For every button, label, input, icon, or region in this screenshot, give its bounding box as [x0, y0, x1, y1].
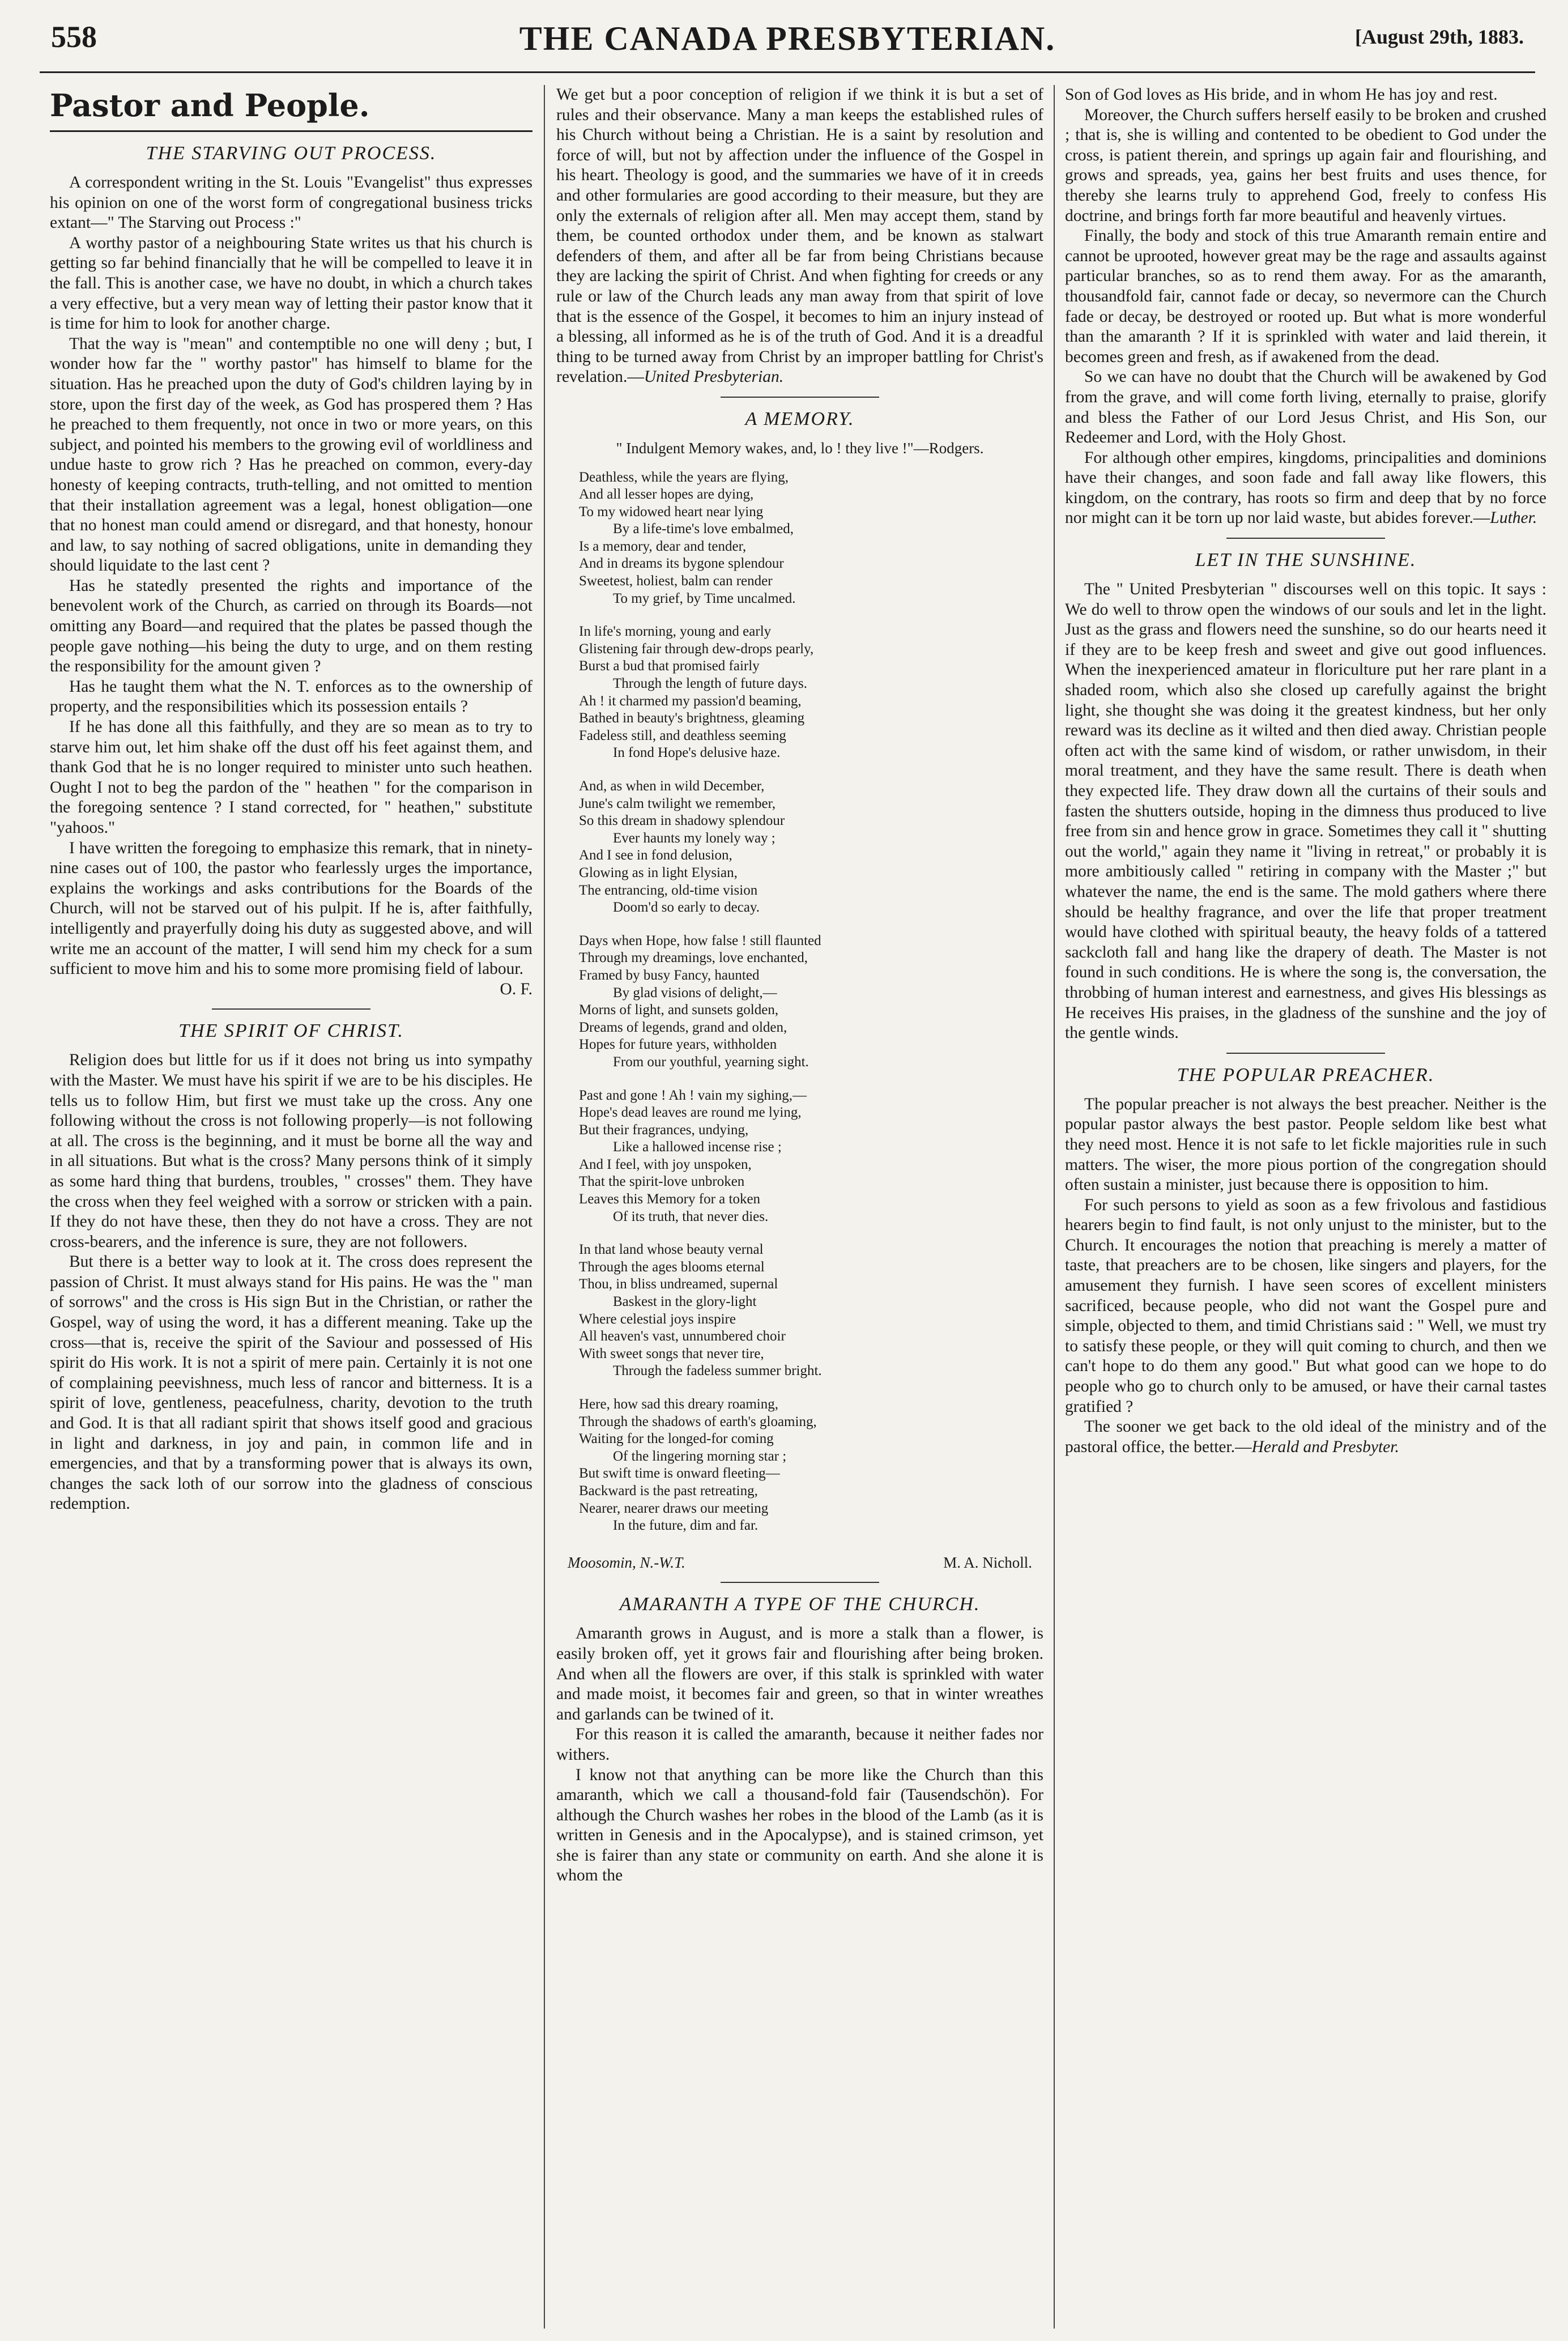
poem-stanza — [579, 623, 1043, 762]
poem-line: Glowing as in light Elysian, — [579, 865, 738, 880]
poem-line: Sweetest, holiest, balm can render — [579, 573, 773, 589]
poem-line: Glistening fair through dew-drops pearly, — [579, 641, 814, 657]
poem-line: Baskest in the glory-light — [613, 1294, 757, 1310]
paragraph: Son of God loves as His bride, and in whom He has joy and rest. — [1065, 86, 1498, 104]
article-body — [1065, 580, 1546, 1044]
page-header — [51, 19, 1524, 68]
article-body — [50, 173, 532, 999]
poem-author: M. A. Nicholl. — [943, 1553, 1032, 1571]
poem-line: Through the length of future days. — [613, 676, 807, 692]
article-body — [556, 1624, 1043, 1886]
poem-line: June's calm twilight we remember, — [579, 795, 776, 811]
poem-line: Morns of light, and sunsets golden, — [579, 1002, 779, 1018]
poem-line: To my widowed heart near lying — [579, 504, 764, 520]
section-rule — [212, 1008, 370, 1010]
poem-line: In that land whose beauty vernal — [579, 1242, 764, 1258]
section-rule — [1226, 538, 1385, 539]
poem-line: Framed by busy Fancy, haunted — [579, 967, 760, 983]
poem-line: The entrancing, old-time vision — [579, 882, 758, 898]
poem-line: And I feel, with joy unspoken, — [579, 1156, 752, 1172]
article-title: THE POPULAR PREACHER. — [1177, 1064, 1435, 1086]
article-title: LET IN THE SUNSHINE. — [1195, 550, 1417, 571]
masthead: THE CANADA PRESBYTERIAN. — [519, 20, 1056, 57]
poem-line: By a life-time's love embalmed, — [613, 521, 794, 537]
article-body — [1065, 85, 1546, 529]
poem-line: Here, how sad this dreary roaming, — [579, 1397, 778, 1412]
paragraph: I know not that anything can be more like the Church than this amaranth, which we call a thousand-fold fair (Tausendschön). For although the Church washes her robes in the blood of the Lamb (as it is written in Genesis and in the Apocalypse), and is stained crimson, yet she is fairer than any state or community on earth. And she alone it is whom the — [556, 1765, 1043, 1885]
paragraph: Amaranth grows in August, and is more a stalk than a flower, is easily broken off, yet it grows fair and flourishing after being broken. And when all the flowers are over, if this stalk is sprinkled with water and made moist, it becomes fair and green, so that in winter wreathes and garlands can be twined of it. — [556, 1624, 1043, 1723]
poem-line: That the spirit-love unbroken — [579, 1174, 745, 1190]
poem-stanza — [579, 778, 1043, 917]
paragraph — [1065, 448, 1546, 529]
poem-line: Deathless, while the years are flying, — [579, 469, 789, 485]
article-title: THE STARVING OUT PROCESS. — [146, 143, 437, 164]
paragraph: So we can have no doubt that the Church will be awakened by God from the grave, and will come forth living, eternally to praise, glorify and bless the Father of our Lord Jesus Christ, and His Son, our Redeemer and Lord, with the Holy Ghost. — [1065, 368, 1546, 447]
paragraph — [556, 85, 1043, 388]
poem-stanza — [579, 933, 1043, 1071]
paragraph: Religion does but little for us if it does not bring us into sympathy with the Master. We must have his spirit if we are to be his disciples. He tells us to follow Him, but first we must take up the cross. Any one following without the cross is not following properly—is not following at all. The cross is the beginning, and it must be borne all the way and in all situations. But what is the cross? Many persons think of it simply as some hard thing that burdens, troubles, " crosses" them. They have the cross when they feel weighed with a sorrow or stricken with a pain. If they do not have these, then they do not have a cross. They are not cross-bearers, and the inference is sure, they are not followers. — [50, 1051, 532, 1251]
poem-line: By glad visions of delight,— — [613, 985, 777, 1001]
poem-line: Of the lingering morning star ; — [613, 1448, 787, 1464]
poem-line: Fadeless still, and deathless seeming — [579, 727, 786, 743]
poem-epigraph: " Indulgent Memory wakes, and, lo ! they live !"—Rodgers. — [616, 439, 984, 457]
poem-line: Nearer, nearer draws our meeting — [579, 1500, 769, 1516]
poem-line: Like a hallowed incense rise ; — [613, 1139, 782, 1155]
poem-line: Where celestial joys inspire — [579, 1311, 736, 1327]
paragraph-text: The sooner we get back to the old ideal of the ministry and of the pastoral office, the better.— — [1065, 1418, 1546, 1456]
poem-line: Backward is the past retreating, — [579, 1483, 758, 1499]
poem-title: A MEMORY. — [745, 408, 855, 429]
poem-line: Waiting for the longed-for coming — [579, 1431, 774, 1447]
column-1 — [50, 85, 532, 2323]
poem-line: In fond Hope's delusive haze. — [613, 745, 781, 761]
source-credit: Herald and Presbyter. — [1251, 1437, 1399, 1456]
poem-place: Moosomin, N.-W.T. — [568, 1553, 685, 1571]
poem-line: Through the fadeless summer bright. — [613, 1363, 822, 1379]
poem-line: In life's morning, young and early — [579, 624, 772, 640]
poem-line: And, as when in wild December, — [579, 778, 765, 794]
paragraph: I have written the foregoing to emphasize this remark, that in ninety-nine cases out of 100, the pastor who fearlessly urges the importance, explains the workings and asks contributions for the Boards of the Church, will not be starved out of his pulpit. If he is, after faithfully, intelligently and prayerfully doing his duty as suggested above, and will write me an account of the matter, I will send him my check for a sum sufficient to move him and his to some more promising field of labour. — [50, 838, 532, 978]
paragraph: The popular preacher is not always the best preacher. Neither is the popular pastor always the best pastor. People seldom like best what they need most. Hence it is not safe to let fickle majorities rule in such matters. The wiser, the more pious portion of the congregation should often sustain a minister, just because there is opposition to him. — [1065, 1095, 1546, 1194]
column-divider — [544, 85, 545, 2329]
poem-line: And in dreams its bygone splendour — [579, 556, 784, 572]
poem-line: Ever haunts my lonely way ; — [613, 830, 776, 846]
poem-line: But their fragrances, undying, — [579, 1122, 749, 1138]
paragraph-text: We get but a poor conception of religion if we think it is but a set of rules and their observance. Many a man keeps the established rules of his Church without being a Christian. He is a saint by resolution and force of will, but not by affection under the influence of the Gospel in his heart. Theology is good, and the summaries we have of it in creeds and other formularies are good according to their measure, but they are only the externals of religion after all. Men may accept them, stand by them, be counted orthodox under them, and be known as stalwart defenders of them, and after all be far from being Christians because they are lacking the spirit of Christ. And when fighting for creeds or any rule or law of the Church leads any man away from that spirit of love that is the essence of the Gospel, it becomes to him an injury instead of a blessing, all informed as he is of the truth of God. And it is a dreadful thing to be turned away from Christ by an improper battling for Christ's revelation.— — [556, 86, 1043, 386]
paragraph: A correspondent writing in the St. Louis "Evangelist" thus expresses his opinion on one of the worst form of congregational business tricks extant—" The Starving out Process :" — [50, 173, 532, 232]
poem-line: Hope's dead leaves are round me lying, — [579, 1105, 802, 1121]
paragraph: Has he taught them what the N. T. enforces as to the ownership of property, and the responsibilities which its possession entails ? — [50, 677, 532, 716]
poem-line: Ah ! it charmed my passion'd beaming, — [579, 693, 802, 709]
section-rule — [1226, 1053, 1385, 1054]
poem-stanza — [579, 1241, 1043, 1380]
poem-line: Through the shadows of earth's gloaming, — [579, 1414, 817, 1429]
section-rule — [721, 397, 879, 398]
poem-line: Thou, in bliss undreamed, supernal — [579, 1276, 778, 1292]
poem-line: But swift time is onward fleeting— — [579, 1466, 780, 1482]
poem-line: Doom'd so early to decay. — [613, 900, 760, 916]
article-signature: O. F. — [500, 980, 532, 998]
column-3 — [1065, 85, 1546, 2323]
paragraph: But there is a better way to look at it. The cross does represent the passion of Christ. It must always stand for His pains. He was the " man of sorrows" and the cross is His sign But in the Christian, or rather the Gospel, way of using the word, it has a different meaning. Take up the cross—that is, receive the spirit of the Saviour and possessed of His spirit do His work. It is not a spirit of mere pain. Certainly it is not one of complaining peevishness, much less of rancor and bitterness. It is a spirit of love, gentleness, peacefulness, charity, devotion to the truth and God. It is that all radiant spirit that shows itself good and gracious in light and darkness, in joy and pain, in common life and in emergencies, and that by a transforming power that is always its own, changes the sack loth of our sorrow into the gladness of conscious redemption. — [50, 1253, 532, 1513]
article-body — [1065, 1095, 1546, 1458]
poem-line: Days when Hope, how false ! still flaunted — [579, 933, 821, 948]
poem-line: With sweet songs that never tire, — [579, 1346, 764, 1361]
article-title: THE SPIRIT OF CHRIST. — [178, 1020, 404, 1042]
section-rule — [721, 1582, 879, 1583]
paragraph-text: For although other empires, kingdoms, principalities and dominions have their changes, and soon fade and fall away like flowers, this kingdom, on the contrary, has roots so firm and deep that by no force nor might can it be torn up nor laid waste, but abides forever.— — [1065, 448, 1546, 527]
column-divider — [1054, 85, 1055, 2329]
article-body — [50, 1050, 532, 1514]
page-number: 558 — [51, 20, 97, 54]
paragraph — [1065, 1417, 1546, 1457]
department-heading: Pastor and People. — [50, 85, 532, 132]
poem-line: And all lesser hopes are dying, — [579, 487, 754, 503]
poem-stanza — [579, 469, 1043, 608]
poem-line: Is a memory, dear and tender, — [579, 538, 747, 554]
paragraph: For this reason it is called the amaranth, because it neither fades nor withers. — [556, 1725, 1043, 1764]
poem-stanza — [579, 1396, 1043, 1535]
poem-line: To my grief, by Time uncalmed. — [613, 590, 796, 606]
paragraph: Moreover, the Church suffers herself easily to be broken and crushed ; that is, she is willing and contented to be obedient to God under the cross, is patient therein, and springs up again fair and flourishing, and grows and spreads, yea, gains her best fruits and uses thence, for thereby she learns truly to apprehend God, freely to confess His doctrine, and brings forth far more beautiful and heavenly virtues. — [1065, 105, 1546, 225]
poem-line: Through the ages blooms eternal — [579, 1259, 765, 1275]
source-credit: Luther. — [1490, 509, 1537, 527]
paragraph: For such persons to yield as soon as a few frivolous and fastidious hearers begin to find fault, is not only unjust to the minister, but to the Church. It encourages the notion that preaching is merely a matter of taste, that preachers are to be chosen, like singers and players, for the amusement they furnish. I have seen scores of excellent ministers sacrificed, because people, who did not want the Gospel pure and simple, objected to them, and timid Christians said : " Well, we must try to satisfy these people, or they will quit coming to church, and then we can't hope to do them any good." But what good can we hope to do people who go to church only to be amused, or have their carnal tastes gratified ? — [1065, 1195, 1546, 1416]
source-credit: United Presbyterian. — [644, 368, 784, 386]
paragraph: That the way is "mean" and contemptible no one will deny ; but, I wonder how far the " worthy pastor" has himself to blame for the situation. Has he preached upon the duty of God's children laying by in store, upon the first day of the week, as God has prospered them ? Has he preached to them frequently, not once in two or more years, on this subject, and pointed his members to the growing evil of worldliness and undue haste to grow rich ? Has he preached on common, every-day honesty of keeping contracts, truth-telling, and not omitted to mention that their installation agreement was a legal, honest obligation—one that no honest man could amend or disregard, and that honesty, honour and law, to say nothing of sacred obligations, unite in demanding they should liquidate to the last cent ? — [50, 334, 532, 575]
paragraph: A worthy pastor of a neighbouring State writes us that his church is getting so far behind financially that he will be compelled to leave it in the fall. This is another case, we have no doubt, in which a church takes a very effective, but a very mean way of letting their pastor know that it is time for him to look for another charge. — [50, 233, 532, 333]
poem-line: Of its truth, that never dies. — [613, 1208, 769, 1224]
poem-line: So this dream in shadowy splendour — [579, 813, 785, 829]
poem-line: And I see in fond delusion, — [579, 848, 732, 863]
paragraph: Has he statedly presented the rights and importance of the benevolent work of the Church, as carried on through its Boards—not omitting any Board—and required that the plates be passed though the people gave nothing—his being the duty to urge, and on them resting the responsibility for the amount given ? — [50, 576, 532, 676]
poem-line: Burst a bud that promised fairly — [579, 658, 760, 674]
poem-line: Leaves this Memory for a token — [579, 1191, 761, 1207]
issue-date: [August 29th, 1883. — [1354, 25, 1524, 48]
column-2 — [556, 85, 1043, 2323]
paragraph: Finally, the body and stock of this true Amaranth remain entire and cannot be uprooted, however great may be the rage and assaults against particular branches, so as to rend them away. For as the amaranth, thousandfold fair, cannot fade or decay, so nevermore can the Church fade or decay, be destroyed or rooted up. But what is more wonderful than the amaranth ? If it is sprinkled with water and laid therein, it becomes green and fresh, as if awakened from the dead. — [1065, 227, 1546, 366]
article-title: AMARANTH A TYPE OF THE CHURCH. — [619, 1594, 981, 1615]
poem-line: Past and gone ! Ah ! vain my sighing,— — [579, 1087, 807, 1103]
poem-body — [556, 469, 1043, 1535]
poem-stanza — [579, 1087, 1043, 1226]
poem-signature — [556, 1551, 1043, 1573]
poem-line: Dreams of legends, grand and olden, — [579, 1019, 787, 1035]
poem-line: In the future, dim and far. — [613, 1518, 759, 1534]
paragraph: The " United Presbyterian " discourses well on this topic. It says : We do well to throw open the windows of our souls and let in the light. Just as the grass and flowers need the sunshine, so do our hearts need it if they are to be keep fresh and sweet and give out good influences. When the inexperienced amateur in floriculture put her rare plant in a shaded room, which also she closed up carefully against the bright light, she thought she was doing it the greatest kindness, but her only reward was its decline as it wilted and then died away. Christian people often act with the same kind of wisdom, or rather unwisdom, in their moral treatment, and they have the same result. There is death when they expected life. They draw down all the curtains of their souls and fasten the shutters outside, hoping in the dimness thus produced to live free from sin and hence grow in grace. Sometimes they call it " shutting out the world," again they name it "living in retreat," or probably it is more ambitiously called " retiring in company with the Master ;" but whatever the name, the end is the same. The mold gathers where there should be healthy fragrance, and over the life that proper treatment would have clothed with spiritual beauty, the heavy folds of a tattered sackcloth fall and hang like the drapery of death. The Master is not found in such conditions. He is where the song is, the conversation, the throbbing of human interest and earnestness, and gives His blessings as He receives His praises, in the gladness of the sunshine and the joy of the gentle winds. — [1065, 580, 1546, 1042]
poem-line: From our youthful, yearning sight. — [613, 1054, 809, 1070]
poem-line: Hopes for future years, withholden — [579, 1037, 777, 1053]
header-rule — [40, 71, 1535, 73]
poem-line: Through my dreamings, love enchanted, — [579, 950, 808, 966]
poem-line: All heaven's vast, unnumbered choir — [579, 1329, 786, 1344]
paragraph: If he has done all this faithfully, and they are so mean as to try to starve him out, let him shake off the dust off his feet against them, and thank God that he is no longer required to minister unto such heathen. Ought I not to beg the pardon of the " heathen " for the comparison in the foregoing sentence ? I stand corrected, for " heathen," substitute "yahoos." — [50, 718, 532, 837]
poem-line: Bathed in beauty's brightness, gleaming — [579, 710, 805, 726]
